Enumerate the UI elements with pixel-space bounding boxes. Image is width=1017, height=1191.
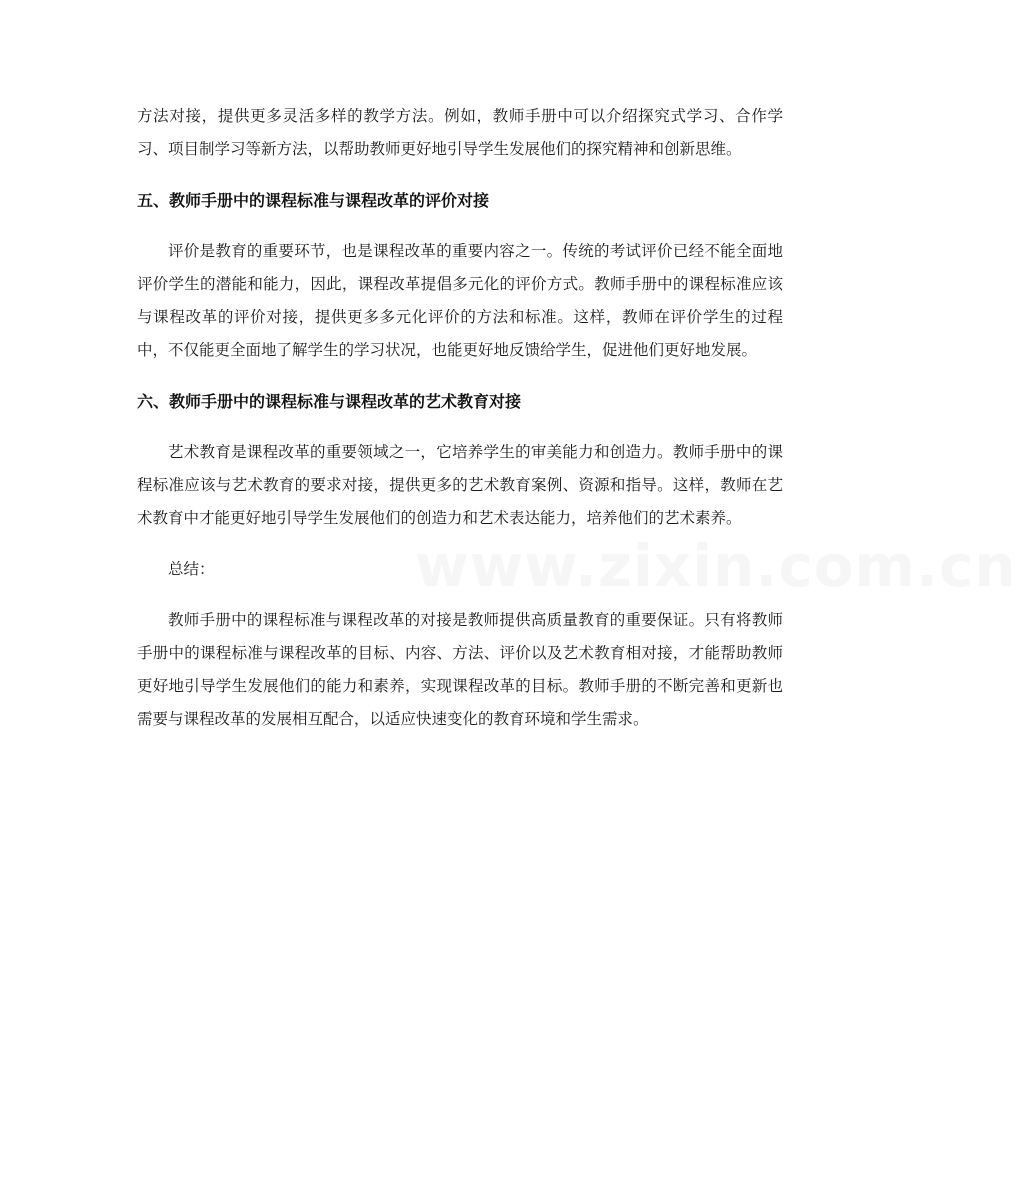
section-6-paragraph: 艺术教育是课程改革的重要领域之一，它培养学生的审美能力和创造力。教师手册中的课程标准应该与艺术教育的要求对接，提供更多的艺术教育案例、资源和指导。这样，教师在艺术教育中才能更好地引导学生发展他们的创造力和艺术表达能力，培养他们的艺术素养。 bbox=[137, 443, 783, 527]
summary-paragraph: 教师手册中的课程标准与课程改革的对接是教师提供高质量教育的重要保证。只有将教师手册中的课程标准与课程改革的目标、内容、方法、评价以及艺术教育相对接，才能帮助教师更好地引导学生发展他们的能力和素养，实现课程改革的目标。教师手册的不断完善和更新也需要与课程改革的发展相互配合，以适应快速变化的教育环境和学生需求。 bbox=[137, 611, 783, 728]
section-5-paragraph: 评价是教育的重要环节，也是课程改革的重要内容之一。传统的考试评价已经不能全面地评价学生的潜能和能力，因此，课程改革提倡多元化的评价方式。教师手册中的课程标准应该与课程改革的评价对接，提供更多多元化评价的方法和标准。这样，教师在评价学生的过程中，不仅能更全面地了解学生的学习状况，也能更好地反馈给学生，促进他们更好地发展。 bbox=[137, 242, 783, 359]
summary-label: 总结： bbox=[168, 560, 215, 578]
section-5-heading: 五、教师手册中的课程标准与课程改革的评价对接 bbox=[137, 191, 490, 210]
document-body bbox=[137, 100, 783, 736]
watermark-text: www.zixin.com.cn bbox=[415, 532, 1017, 600]
intro-paragraph: 方法对接，提供更多灵活多样的教学方法。例如，教师手册中可以介绍探究式学习、合作学习、项目制学习等新方法，以帮助教师更好地引导学生发展他们的探究精神和创新思维。 bbox=[137, 107, 783, 158]
section-6-heading: 六、教师手册中的课程标准与课程改革的艺术教育对接 bbox=[137, 392, 522, 411]
